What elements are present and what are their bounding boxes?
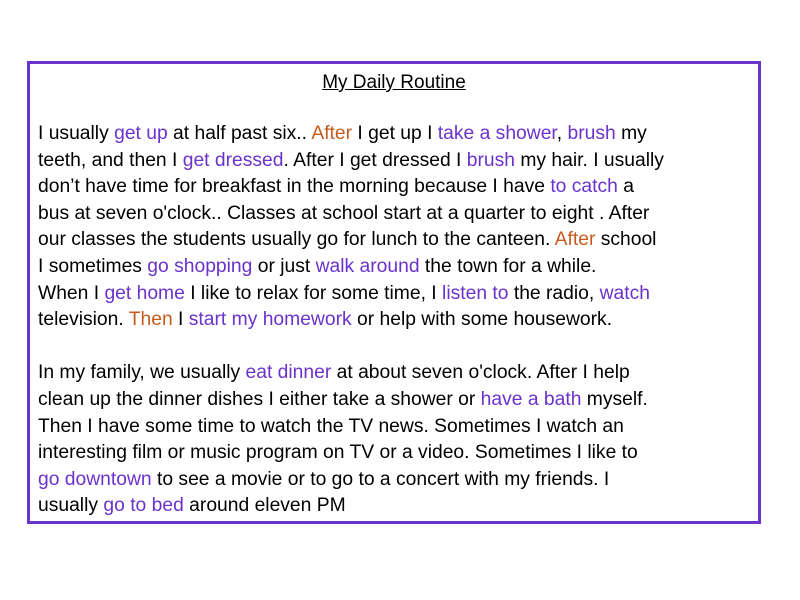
highlighted-phrase: go shopping xyxy=(147,255,253,277)
page-title: My Daily Routine xyxy=(322,72,466,93)
text-segment: , xyxy=(556,123,568,144)
text-segment: usually xyxy=(38,495,104,517)
text-segment: or just xyxy=(252,255,316,277)
text-segment: I xyxy=(172,309,189,331)
text-segment: . After I get dressed I xyxy=(283,149,467,171)
text-line xyxy=(38,174,762,201)
text-line xyxy=(38,227,762,254)
text-segment: In my family, we usually xyxy=(38,362,246,384)
sequence-word: After xyxy=(554,229,596,251)
text-line xyxy=(38,440,762,467)
paragraph-1 xyxy=(38,121,762,334)
text-segment: I like to relax for some time, I xyxy=(184,282,443,304)
highlighted-phrase: listen to xyxy=(442,282,509,304)
text-segment: at half past six.. xyxy=(167,123,312,144)
highlighted-phrase: brush xyxy=(466,149,515,171)
text-segment: I usually xyxy=(38,123,115,144)
text-segment: my xyxy=(615,123,647,144)
text-segment: school xyxy=(595,229,657,251)
text-line xyxy=(38,201,762,228)
highlighted-phrase: get up xyxy=(114,123,168,144)
text-segment: don’t have time for breakfast in the morning because I have xyxy=(38,176,551,198)
document-frame xyxy=(27,61,761,524)
sequence-word: Then xyxy=(128,309,173,331)
text-segment: television. xyxy=(38,309,129,331)
text-segment: bus at seven o'clock.. Classes at school start at a quarter to eight . After xyxy=(38,202,650,224)
text-line xyxy=(38,467,762,494)
text-line xyxy=(38,254,762,281)
text-segment: teeth, and then I xyxy=(38,149,183,171)
highlighted-phrase: watch xyxy=(599,282,650,304)
highlighted-phrase: go to bed xyxy=(103,495,184,517)
text-line xyxy=(38,281,762,308)
highlighted-phrase: brush xyxy=(567,123,616,144)
text-line xyxy=(38,121,762,148)
text-segment: to see a movie or to go to a concert with my friends. I xyxy=(151,468,610,490)
highlighted-phrase: walk around xyxy=(315,255,420,277)
text-segment: at about seven o'clock. After I help xyxy=(331,362,630,384)
highlighted-phrase: get dressed xyxy=(182,149,284,171)
text-segment: When I xyxy=(38,282,105,304)
text-segment: my hair. I usually xyxy=(515,149,664,171)
sequence-word: After xyxy=(311,123,353,144)
text-segment: the town for a while. xyxy=(419,255,597,277)
highlighted-phrase: get home xyxy=(104,282,185,304)
paragraph-spacer xyxy=(38,334,762,361)
highlighted-phrase: eat dinner xyxy=(245,362,332,384)
paragraph-2 xyxy=(38,360,762,520)
text-segment: interesting film or music program on TV or a video. Sometimes I like to xyxy=(38,442,638,464)
text-line xyxy=(38,307,762,334)
text-line xyxy=(38,414,762,441)
text-segment: or help with some housework. xyxy=(351,309,613,331)
text-line xyxy=(38,387,762,414)
text-segment: myself. xyxy=(581,388,648,410)
text-line xyxy=(38,360,762,387)
highlighted-phrase: go downtown xyxy=(38,468,152,490)
highlighted-phrase: to catch xyxy=(550,176,618,198)
highlighted-phrase: have a bath xyxy=(480,388,582,410)
text-line xyxy=(38,493,762,520)
text-segment: Then I have some time to watch the TV news. Sometimes I watch an xyxy=(38,415,624,437)
text-line xyxy=(38,148,762,175)
text-segment: I sometimes xyxy=(38,255,148,277)
text-segment: the radio, xyxy=(508,282,600,304)
highlighted-phrase: start my homework xyxy=(188,309,352,331)
text-segment: I get up I xyxy=(352,123,438,144)
highlighted-phrase: take a shower xyxy=(437,123,557,144)
text-segment: a xyxy=(617,176,634,198)
text-segment: clean up the dinner dishes I either take a shower or xyxy=(38,388,481,410)
document-body xyxy=(38,121,762,520)
text-segment: our classes the students usually go for lunch to the canteen. xyxy=(38,229,555,251)
text-segment: around eleven PM xyxy=(183,495,346,517)
